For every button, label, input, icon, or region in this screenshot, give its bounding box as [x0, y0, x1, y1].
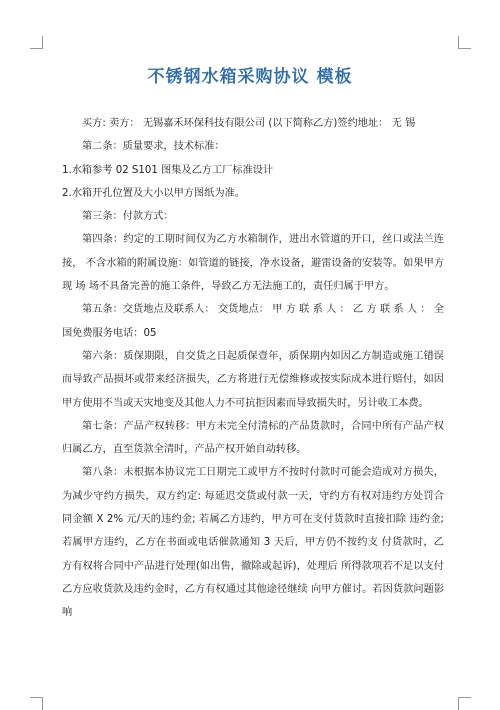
paragraph-article-8: 第八条：未根据本协议完工日期完工或甲方不按时付款时可能会造成对方损失，为减少守约方损失，双方约定: 每延迟交货或付款一天，守约方有权对违约方处罚合同金额 X 2% 元/天的违约金; 若属乙方违约，甲方可在支付货款时直接扣除 违约金; 若属甲方违约，乙方在书面或电话催款通知 3 天后，甲方仍不按约支 付货款时，乙方有权将合同中产品进行处理(如出售，撤除或起诉)，处理后 所得款项若不足以支付乙方应收货款及违约金时，乙方有权通过其他途径继续 向甲方催讨。若因货款问题影响 — [62, 467, 444, 619]
paragraph-article-5: 第五条：交货地点及联系人： 交货地点： 甲 方 联 系 人 ： 乙 方 联 系 人 ： 全国免费服务电话：05 — [62, 304, 444, 339]
paragraph-article-7: 第七条：产品产权转移：甲方未完全付清标的产品货款时，合同中所有产品产权归属乙方，直至货款全清时，产品产权开始自动转移。 — [62, 420, 444, 456]
crop-mark-top-left — [30, 36, 43, 49]
document-body — [62, 112, 444, 625]
crop-mark-top-right — [458, 36, 471, 49]
paragraph-parties: 买方: 卖方： 无锡嘉禾环保科技有限公司 (以下简称乙方)签约地址： 无 锡 — [82, 118, 416, 129]
document-title: 不锈钢水箱采购协议 模板 — [147, 67, 353, 87]
paragraph-standard-2: 2.水箱开孔位置及大小以甲方图纸为准。 — [62, 187, 245, 199]
paragraph-article-3: 第三条：付款方式： — [82, 211, 174, 223]
crop-mark-bottom-left — [30, 697, 43, 710]
paragraph-article-6: 第六条：质保期限，自交货之日起质保壹年，质保期内如因乙方制造或施工错误而导致产品损坏或带来经济损失，乙方将进行无偿维修或按实际成本进行赔付，如因甲方使用不当或天灾地变及其他人力不可抗拒因素而导致损失时，另计收工本费。 — [62, 350, 444, 409]
crop-mark-bottom-right — [458, 697, 471, 710]
paragraph-article-2: 第二条：质量要求，技术标准： — [82, 141, 225, 153]
paragraph-article-4: 第四条：约定的工期时间仅为乙方水箱制作，进出水管道的开口，丝口或法兰连接， 不含水箱的附属设施：如管道的链接，净水设备，避雷设备的安装等。如果甲方现 场 场不具备完善的施工条件，导致乙方无法施工的，责任归属于甲方。 — [62, 234, 444, 293]
paragraph-standard-1: 1.水箱参考 02 S101 图集及乙方工厂标准设计 — [62, 164, 274, 176]
